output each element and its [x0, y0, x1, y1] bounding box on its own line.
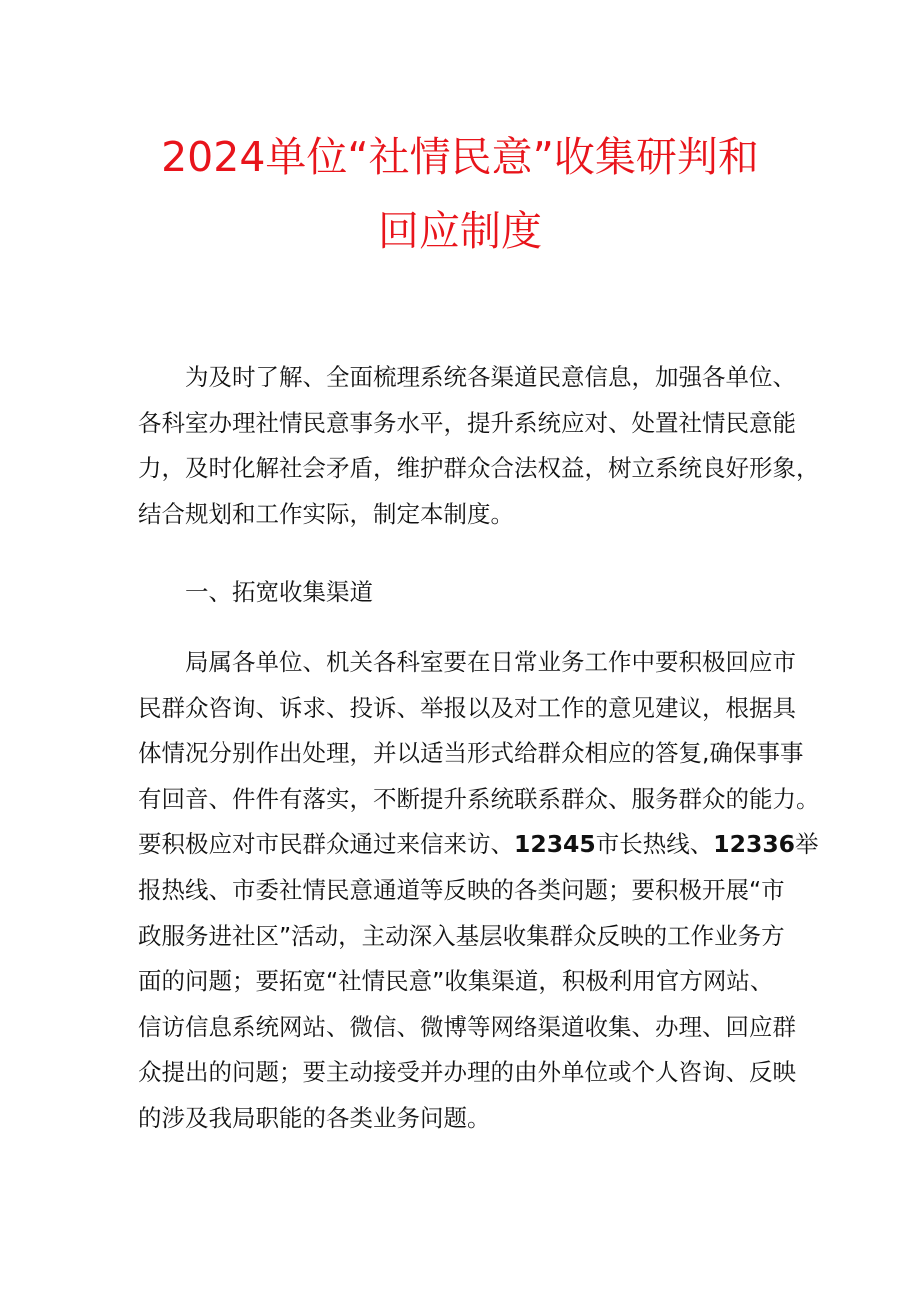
paragraph-line-with-hotlines	[138, 822, 819, 868]
document-title-line-1: 2024单位“社情民意”收集研判和	[161, 133, 759, 181]
line-text: 要积极应对市民群众通过来信来访、	[138, 830, 514, 859]
section-1-paragraph	[138, 640, 820, 1142]
section-heading-1	[138, 570, 802, 616]
line-text: 市长热线、	[595, 830, 714, 859]
document-title-line-2: 回应制度	[378, 207, 542, 255]
paragraph-line: 报热线、市委社情民意通道等反映的各类问题；要积极开展“市	[138, 875, 785, 904]
paragraph-line: 局属各单位、机关各科室要在日常业务工作中要积极回应市	[185, 648, 796, 676]
intro-line: 结合规划和工作实际，制定本制度。	[138, 499, 514, 528]
hotline-number-12336: 12336	[713, 830, 796, 859]
section-heading-text: 一、拓宽收集渠道	[185, 578, 373, 606]
intro-paragraph	[138, 355, 820, 537]
paragraph-line: 众提出的问题；要主动接受并办理的由外单位或个人咨询、反映	[138, 1058, 796, 1087]
paragraph-line: 政服务进社区”活动，主动深入基层收集群众反映的工作业务方	[138, 921, 785, 950]
paragraph-line: 信访信息系统网站、微信、微博等网络渠道收集、办理、回应群	[138, 1012, 796, 1041]
intro-line: 力，及时化解社会矛盾，维护群众合法权益，树立系统良好形象，	[138, 454, 820, 483]
paragraph-line: 体情况分别作出处理，并以适当形式给群众相应的答复,确保事事	[138, 739, 804, 768]
paragraph-line: 有回音、件件有落实，不断提升系统联系群众、服务群众的能力。	[138, 784, 820, 813]
intro-line: 为及时了解、全面梳理系统各渠道民意信息，加强各单位、	[185, 363, 796, 391]
paragraph-line: 的涉及我局职能的各类业务问题。	[138, 1103, 491, 1132]
paragraph-line: 面的问题；要拓宽“社情民意”收集渠道，积极利用官方网站、	[138, 967, 774, 996]
hotline-number-12345: 12345	[514, 830, 596, 859]
intro-line: 各科室办理社情民意事务水平，提升系统应对、处置社情民意能	[138, 408, 796, 437]
paragraph-line: 民群众咨询、诉求、投诉、举报以及对工作的意见建议，根据具	[138, 693, 796, 722]
line-text: 举	[795, 830, 819, 859]
